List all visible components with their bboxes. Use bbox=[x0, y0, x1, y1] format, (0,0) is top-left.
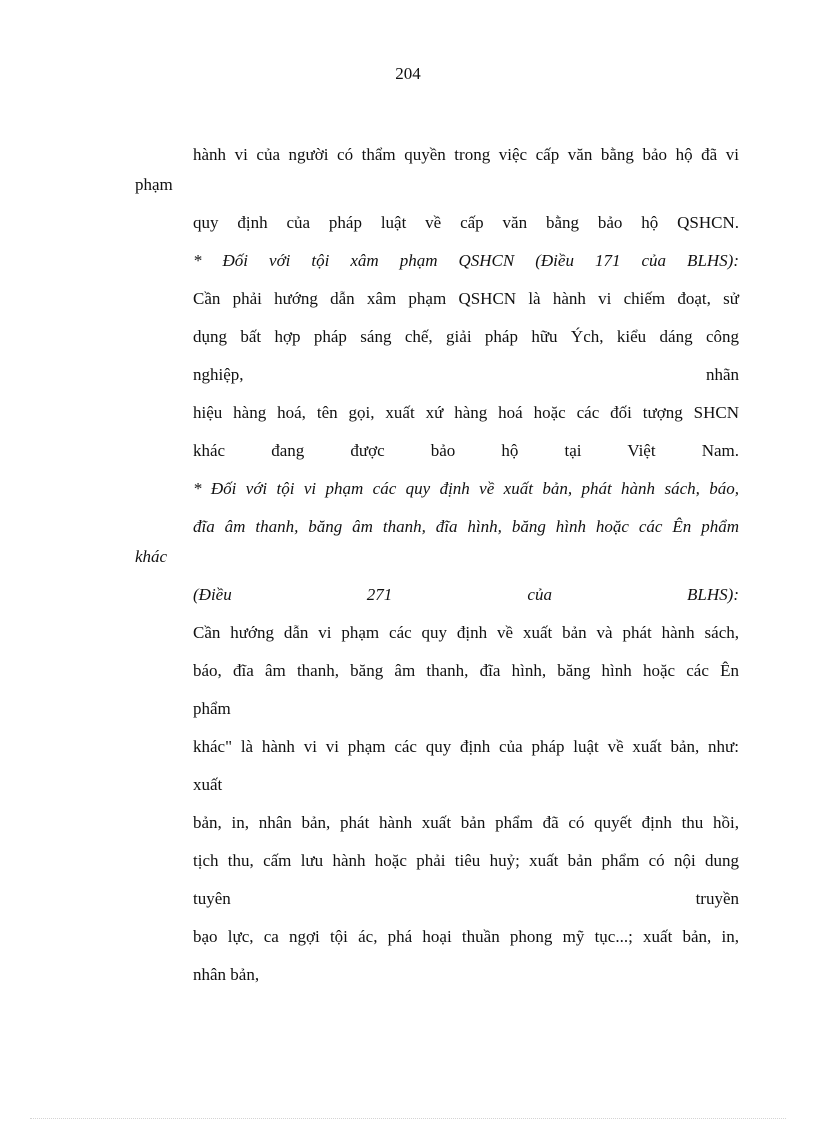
text-line: Cần hướng dẫn vi phạm các quy định về xuất bản và phát hành sách, bbox=[193, 623, 739, 642]
text-line: bạo lực, ca ngợi tội ác, phá hoại thuần phong mỹ tục...; xuất bản, in, bbox=[193, 927, 739, 946]
text-line: phẩm bbox=[193, 699, 231, 718]
page-bottom-divider bbox=[30, 1118, 786, 1119]
text-line-split bbox=[193, 364, 739, 386]
text-line: khác bbox=[135, 547, 168, 566]
text-line: khác" là hành vi vi phạm các quy định của pháp luật về xuất bản, như: bbox=[193, 737, 739, 756]
text-line: (Điều 271 của BLHS): bbox=[193, 585, 739, 604]
text-line: khác đang được bảo hộ tại Việt Nam. bbox=[193, 441, 739, 460]
page-number: 204 bbox=[395, 64, 421, 83]
text-line: nhân bản, bbox=[193, 965, 260, 984]
text-line: phạm bbox=[135, 175, 173, 194]
text-line: * Đối với tội vi phạm các quy định về xuất bản, phát hành sách, báo, bbox=[193, 479, 739, 498]
text-line: tịch thu, cấm lưu hành hoặc phải tiêu huỷ; xuất bản phẩm có nội dung bbox=[193, 851, 739, 870]
text-line: hành vi của người có thẩm quyền trong việc cấp văn bằng bảo hộ đã vi bbox=[193, 145, 739, 164]
text-line: xuất bbox=[193, 775, 223, 794]
text-fragment: nghiệp, bbox=[193, 365, 244, 384]
text-fragment: truyền bbox=[695, 889, 739, 908]
text-line-split bbox=[193, 888, 739, 910]
text-line: quy định của pháp luật về cấp văn bằng bảo hộ QSHCN. bbox=[193, 213, 739, 232]
text-line: Cần phải hướng dẫn xâm phạm QSHCN là hành vi chiếm đoạt, sử bbox=[193, 289, 739, 308]
text-line: dụng bất hợp pháp sáng chế, giải pháp hữu Ých, kiểu dáng công bbox=[193, 327, 739, 346]
text-line: * Đối với tội xâm phạm QSHCN (Điều 171 của BLHS): bbox=[193, 251, 739, 270]
text-fragment: tuyên bbox=[193, 889, 231, 908]
text-fragment: nhãn bbox=[705, 365, 739, 384]
text-line: báo, đĩa âm thanh, băng âm thanh, đĩa hình, băng hình hoặc các Ên bbox=[193, 661, 739, 680]
text-line: đĩa âm thanh, băng âm thanh, đĩa hình, băng hình hoặc các Ên phẩm bbox=[193, 517, 739, 536]
text-line: bản, in, nhân bản, phát hành xuất bản phẩm đã có quyết định thu hồi, bbox=[193, 813, 739, 832]
text-line: hiệu hàng hoá, tên gọi, xuất xứ hàng hoá hoặc các đối tượng SHCN bbox=[193, 403, 739, 422]
